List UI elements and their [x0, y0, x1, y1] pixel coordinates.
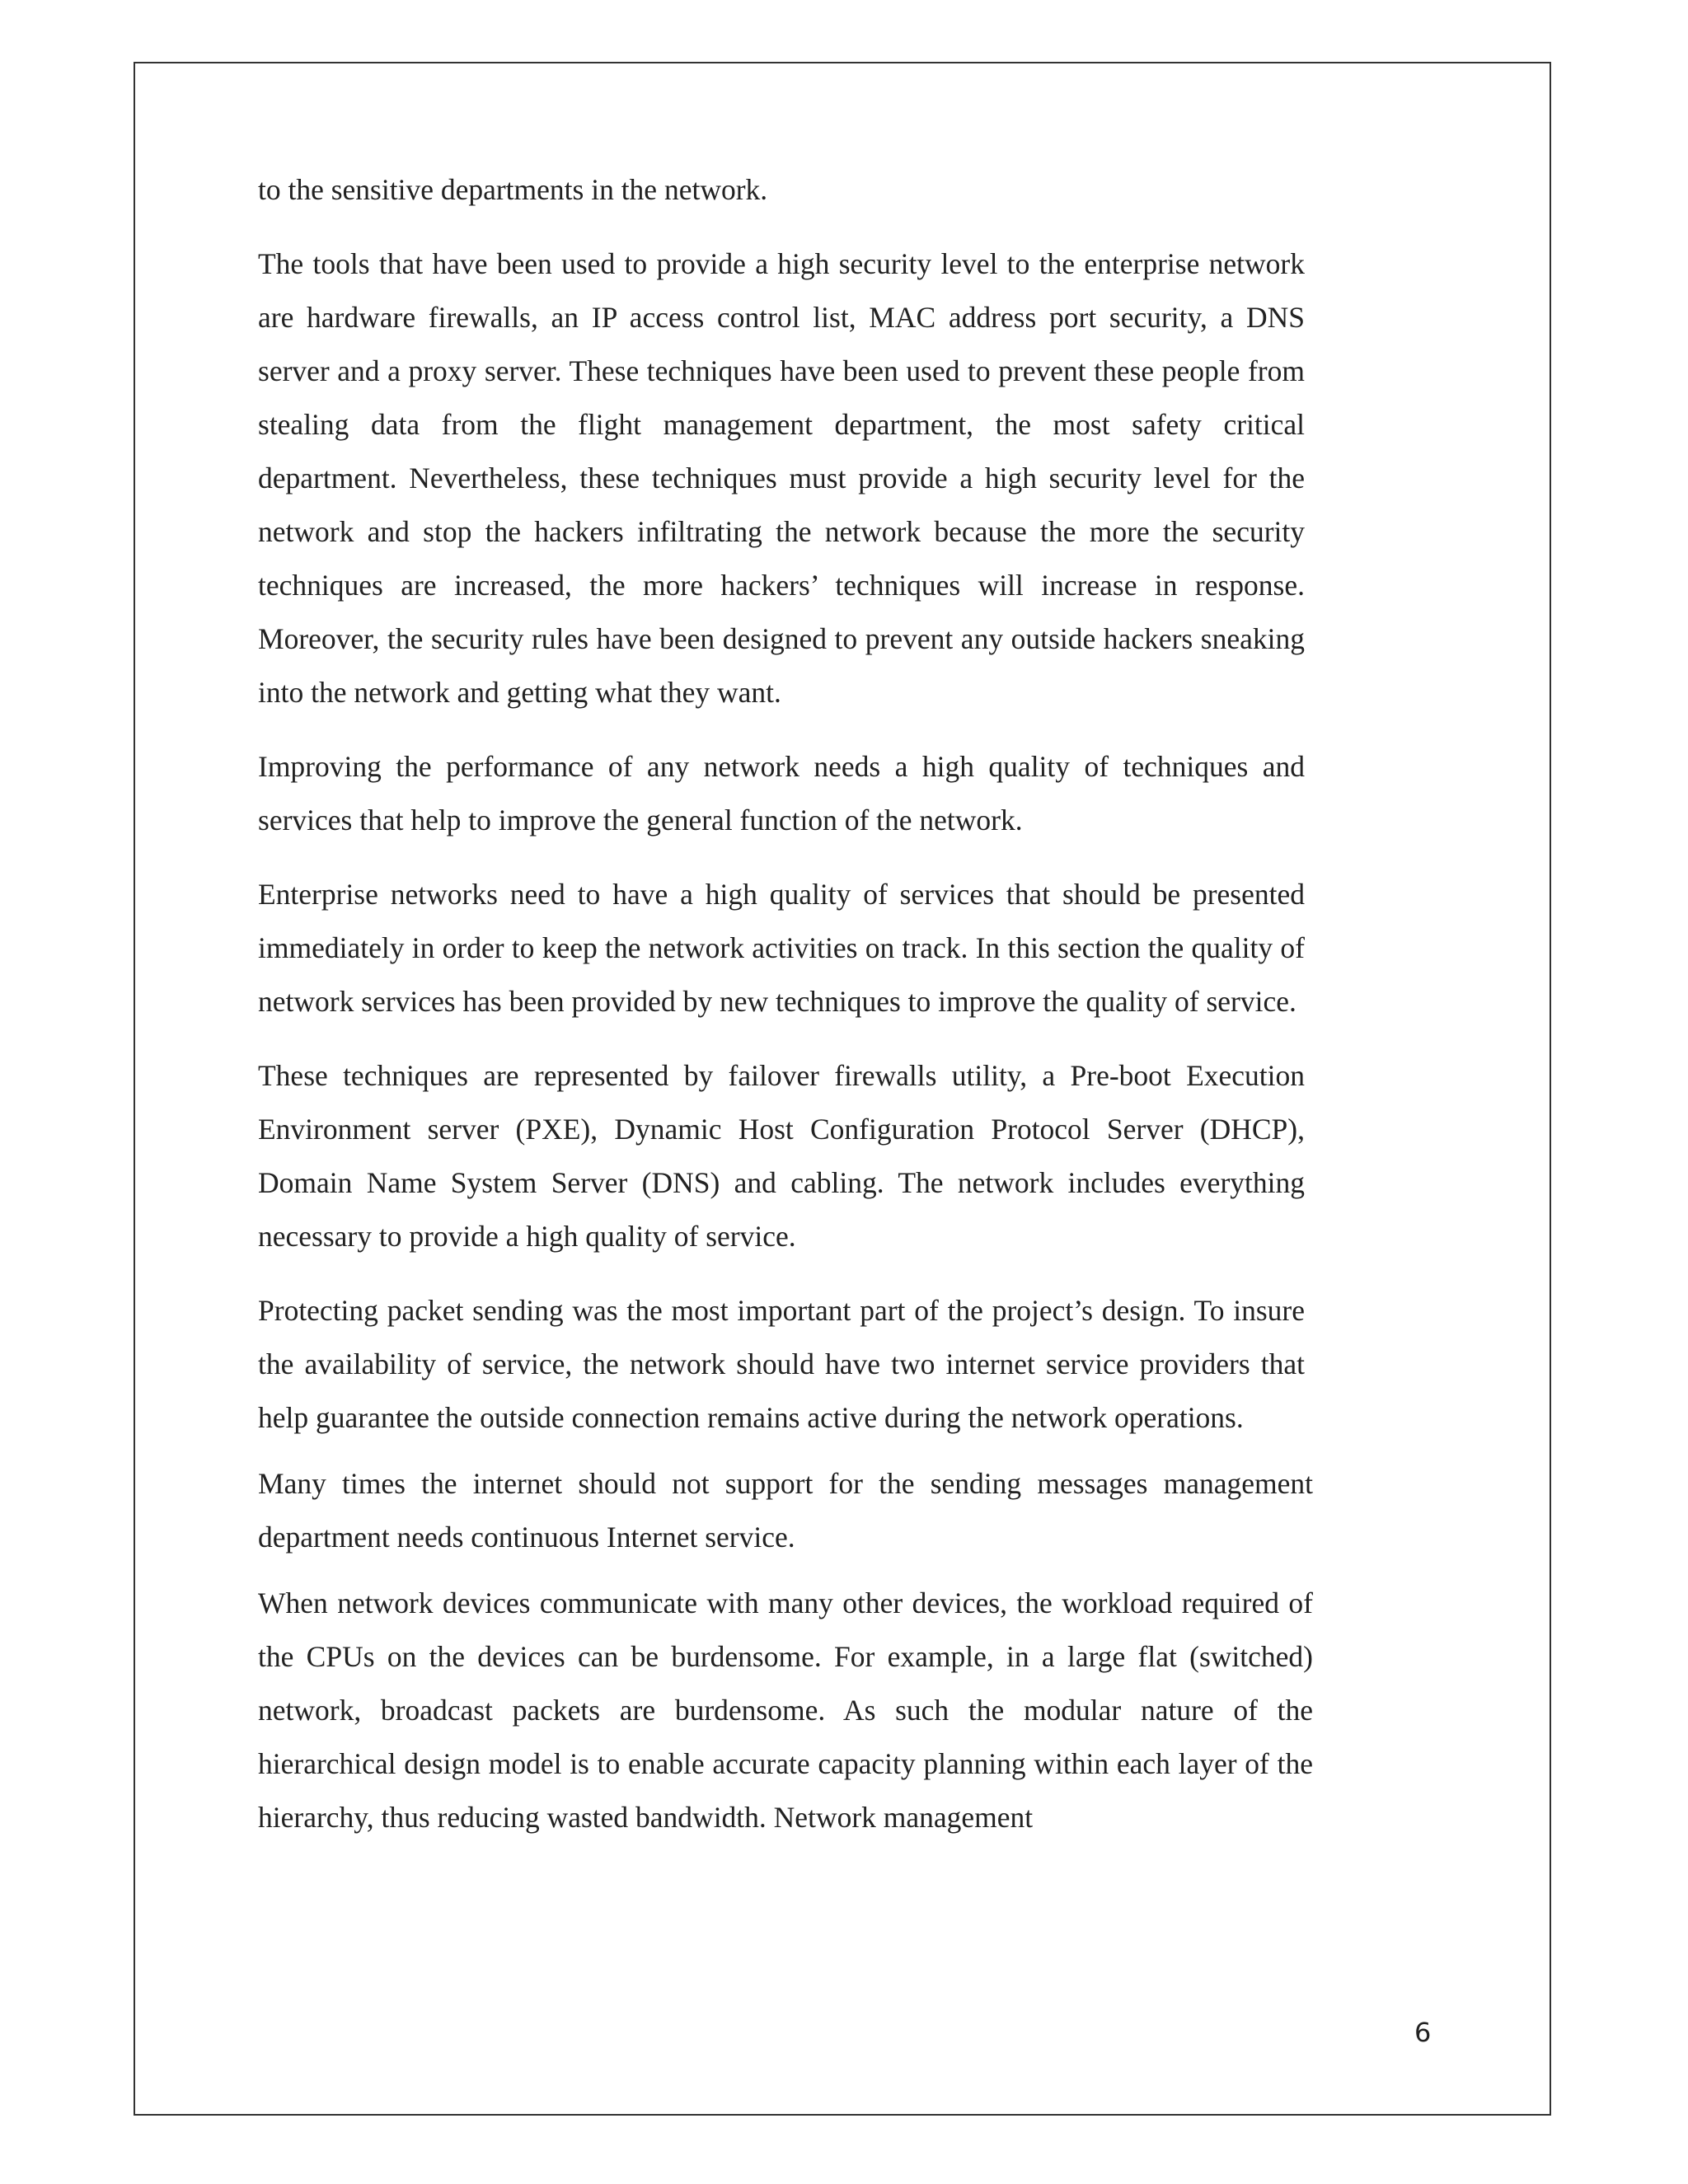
paragraph-2: The tools that have been used to provide a high security level to the enterprise network are hardware firewalls, an IP access control list, MAC address port security, a DNS server and a proxy server. These techniques have been used to prevent these people from stealing data from the flight management department, the most safety critical department. Nevertheless, these techniques must provide a high security level for the network and stop the hackers infiltrating the network because the more the security techniques are increased, the more hackers’ techniques will increase in response. Moreover, the security rules have been designed to prevent any outside hackers sneaking into the network and getting what they want.	[258, 247, 1305, 709]
paragraph-7: Many times the internet should not support for the sending messages management department needs continuous Internet service.	[258, 1467, 1313, 1554]
paragraph-4: Enterprise networks need to have a high quality of services that should be presented immediately in order to keep the network activities on track. In this section the quality of network services has been provided by new techniques to improve the quality of service.	[258, 878, 1305, 1018]
page-number: 6	[1414, 2017, 1432, 2048]
paragraph-6: Protecting packet sending was the most important part of the project’s design. To insure the availability of service, the network should have two internet service providers that help guarantee the outside connection remains active during the network operations.	[258, 1294, 1305, 1434]
paragraph-3: Improving the performance of any network needs a high quality of techniques and services that help to improve the general function of the network.	[258, 750, 1305, 837]
body-text	[258, 163, 1313, 1865]
paragraph-5: These techniques are represented by failover firewalls utility, a Pre-boot Execution Environment server (PXE), Dynamic Host Configuration Protocol Server (DHCP), Domain Name System Server (DNS) and cabling. The network includes everything necessary to provide a high quality of service.	[258, 1059, 1305, 1253]
paragraph-1: to the sensitive departments in the network.	[258, 173, 768, 206]
paragraph-8: When network devices communicate with many other devices, the workload required of the CPUs on the devices can be burdensome. For example, in a large flat (switched) network, broadcast packets are burdensome. As such the modular nature of the hierarchical design model is to enable accurate capacity planning within each layer of the hierarchy, thus reducing wasted bandwidth. Network management	[258, 1586, 1313, 1834]
